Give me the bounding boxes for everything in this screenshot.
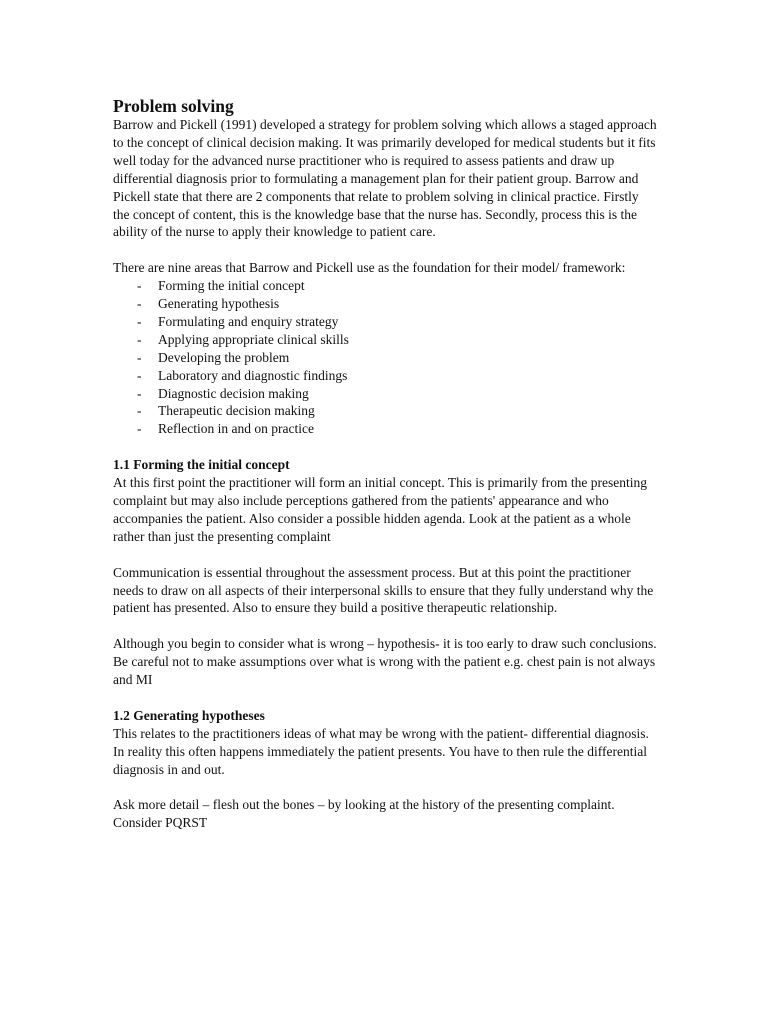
paragraph-spacer <box>113 689 658 707</box>
list-item <box>113 349 658 367</box>
section-1-1-paragraph-2: Communication is essential throughout the assessment process. But at this point the practitioner needs to draw on all aspects of their interpersonal skills to ensure that they fully understand why the patient has presented. Also to ensure they build a positive therapeutic relationship. <box>113 564 654 616</box>
document-body <box>113 96 658 832</box>
page-title: Problem solving <box>113 96 234 116</box>
list-item <box>113 420 658 438</box>
list-item-text: Reflection in and on practice <box>158 421 314 437</box>
list-item-text: Applying appropriate clinical skills <box>158 331 349 347</box>
paragraph-spacer <box>113 241 658 259</box>
list-dash: - <box>137 331 142 347</box>
list-dash: - <box>137 367 142 383</box>
list-item <box>113 402 658 420</box>
list-item-text: Therapeutic decision making <box>158 403 315 419</box>
list-item-text: Generating hypothesis <box>158 296 280 312</box>
section-1-1-paragraph-1: At this first point the practitioner will form an initial concept. This is primarily from the presenting complaint but may also include perceptions gathered from the patients' appearance and who accompanies the patient. Also consider a possible hidden agenda. Look at the patient as a whole rather than just the presenting complaint <box>113 475 648 544</box>
paragraph-spacer <box>113 438 658 456</box>
section-heading-1-1: 1.1 Forming the initial concept <box>113 457 290 473</box>
section-1-1-paragraph-3: Although you begin to consider what is wrong – hypothesis- it is too early to draw such conclusions. Be careful not to make assumptions over what is wrong with the patient e.g. chest pain is not always and MI <box>113 636 657 688</box>
paragraph-spacer <box>113 778 658 796</box>
intro-paragraph: Barrow and Pickell (1991) developed a strategy for problem solving which allows a staged approach to the concept of clinical decision making. It was primarily developed for medical students but it fits well today for the advanced nurse practitioner who is required to assess patients and draw up differential diagnosis prior to formulating a management plan for their patient group. Barrow and Pickell state that there are 2 components that relate to problem solving in clinical practice. Firstly the concept of content, this is the knowledge base that the nurse has. Secondly, process this is the ability of the nurse to apply their knowledge to patient care. <box>113 117 657 240</box>
section-1-2-paragraph-1: This relates to the practitioners ideas of what may be wrong with the patient- differential diagnosis. In reality this often happens immediately the patient presents. You have to then rule the differential diagnosis in and out. <box>113 725 649 777</box>
list-item-text: Developing the problem <box>158 349 290 365</box>
list-dash: - <box>137 349 142 365</box>
list-dash: - <box>137 313 142 329</box>
list-item <box>113 331 658 349</box>
paragraph-spacer <box>113 546 658 564</box>
list-item <box>113 277 658 295</box>
list-item-text: Diagnostic decision making <box>158 385 309 401</box>
list-dash: - <box>137 296 142 312</box>
list-dash: - <box>137 403 142 419</box>
areas-list <box>113 277 658 438</box>
list-item <box>113 295 658 313</box>
list-dash: - <box>137 385 142 401</box>
list-item <box>113 385 658 403</box>
section-1-2-paragraph-2: Ask more detail – flesh out the bones – by looking at the history of the presenting complaint. Consider PQRST <box>113 797 615 831</box>
list-item-text: Forming the initial concept <box>158 278 305 294</box>
list-dash: - <box>137 421 142 437</box>
list-item <box>113 313 658 331</box>
list-item-text: Formulating and enquiry strategy <box>158 313 339 329</box>
areas-intro: There are nine areas that Barrow and Pickell use as the foundation for their model/ framework: <box>113 260 626 276</box>
list-item-text: Laboratory and diagnostic findings <box>158 367 348 383</box>
list-dash: - <box>137 278 142 294</box>
paragraph-spacer <box>113 617 658 635</box>
section-heading-1-2: 1.2 Generating hypotheses <box>113 707 265 723</box>
list-item <box>113 367 658 385</box>
